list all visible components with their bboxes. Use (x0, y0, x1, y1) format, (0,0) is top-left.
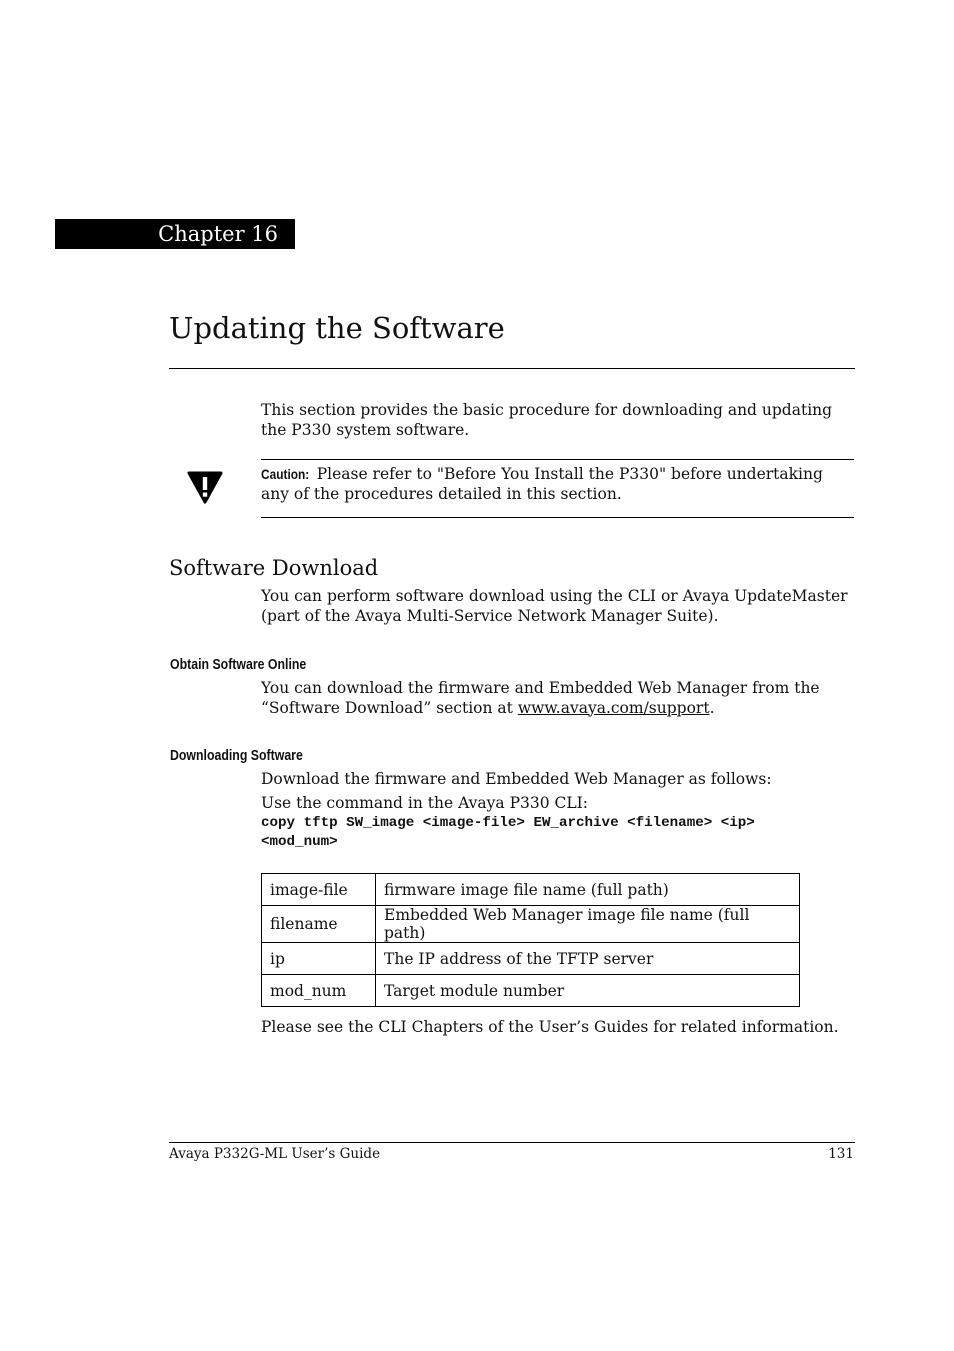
param-description: Embedded Web Manager image file name (full path) (376, 906, 800, 943)
param-description: The IP address of the TFTP server (376, 943, 800, 975)
table-row (262, 943, 800, 975)
footer-divider (169, 1142, 855, 1143)
closing-paragraph: Please see the CLI Chapters of the User’s Guides for related information. (261, 1018, 839, 1036)
parameter-table (261, 873, 800, 1007)
section-heading-software-download: Software Download (169, 556, 379, 580)
intro-paragraph: This section provides the basic procedure for downloading and updating the P330 system software. (261, 401, 833, 439)
param-name: mod_num (262, 975, 376, 1007)
page-title: Updating the Software (169, 311, 505, 345)
caution-text: Please refer to "Before You Install the P330" before undertaking any of the procedures detailed in this section. (261, 465, 823, 503)
param-description: firmware image file name (full path) (376, 874, 800, 906)
software-download-paragraph: You can perform software download using the CLI or Avaya UpdateMaster (part of the Avaya Multi-Service Network Manager Suite). (261, 587, 848, 625)
avaya-support-link[interactable]: www.avaya.com/support (517, 698, 710, 717)
footer-guide-title: Avaya P332G-ML User’s Guide (169, 1146, 381, 1162)
command-line-1: copy tftp SW_image <image-file> EW_archive <filename> <ip> (261, 815, 755, 831)
command-line-2: <mod_num> (261, 834, 338, 850)
table-row (262, 874, 800, 906)
caution-paragraph (261, 465, 854, 504)
footer-page-number: 131 (828, 1146, 854, 1162)
downloading-paragraph: Download the firmware and Embedded Web Manager as follows: (261, 770, 772, 788)
cli-instruction: Use the command in the Avaya P330 CLI: (261, 794, 589, 812)
param-description: Target module number (376, 975, 800, 1007)
param-name: image-file (262, 874, 376, 906)
subheading-downloading: Downloading Software (170, 748, 303, 764)
subheading-obtain-online: Obtain Software Online (170, 657, 307, 673)
param-name: ip (262, 943, 376, 975)
obtain-online-period: . (709, 698, 715, 717)
param-name: filename (262, 906, 376, 943)
caution-label: Caution: (261, 466, 310, 482)
chapter-label: Chapter 16 (158, 222, 278, 246)
obtain-online-paragraph (261, 679, 855, 718)
caution-top-divider (261, 459, 854, 460)
table-row (262, 975, 800, 1007)
obtain-online-text: You can download the firmware and Embedded Web Manager from the “Software Download” section at (261, 679, 820, 717)
caution-icon (187, 470, 223, 504)
title-divider (169, 368, 855, 369)
table-row (262, 906, 800, 943)
caution-bottom-divider (261, 517, 854, 518)
chapter-banner (55, 219, 295, 249)
